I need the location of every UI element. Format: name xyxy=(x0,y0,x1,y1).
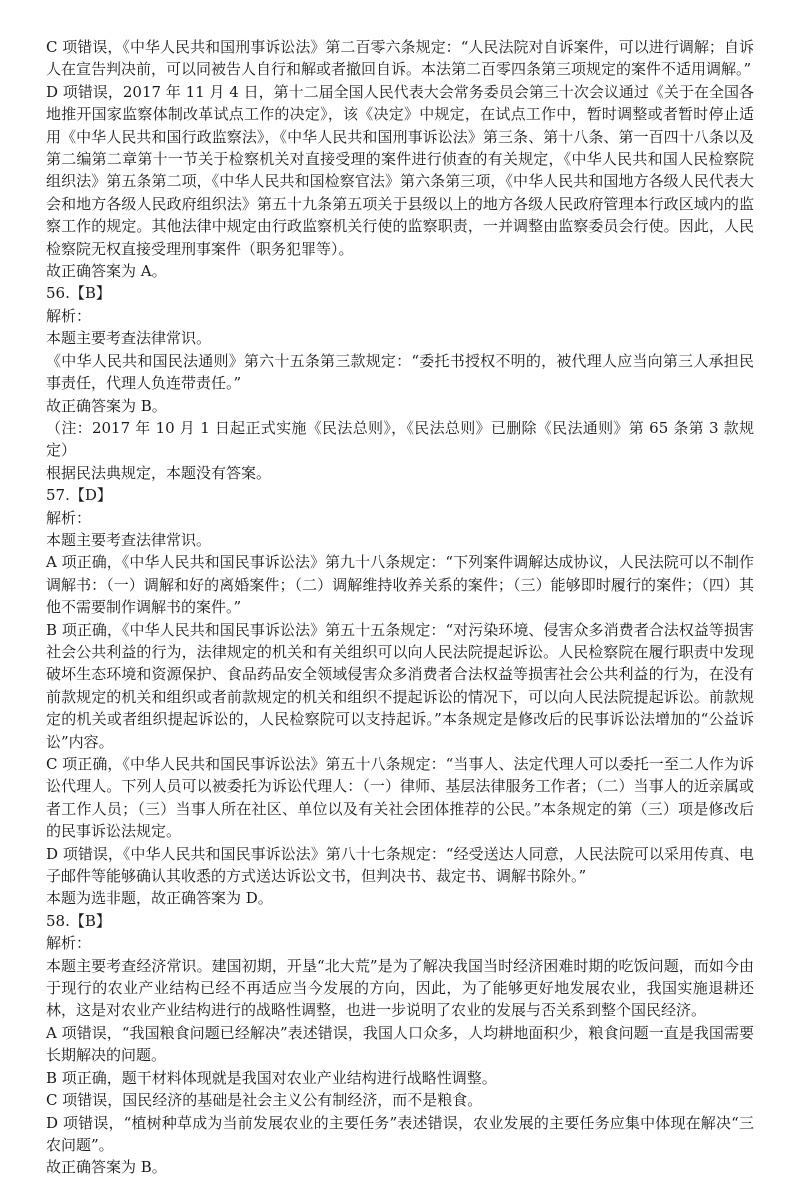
paragraph-c-option-criminal-procedure: C 项错误，《中华人民共和国刑事诉讼法》第二百零六条规定：“人民法院对自诉案件，可以进行调解；自诉人在宣告判决前，可以同被告人自行和解或者撤回自诉。本法第二百零四条第三项规定的案件不适用调解。” xyxy=(46,38,754,79)
answer-58: 故正确答案为 B。 xyxy=(46,1158,167,1177)
answer-57: 本题为选非题，故正确答案为 D。 xyxy=(46,889,273,908)
paragraph-c-option-58: C 项错误，国民经济的基础是社会主义公有制经济，而不是粮食。 xyxy=(46,1091,483,1110)
paragraph-a-option-57: A 项正确，《中华人民共和国民事诉讼法》第九十八条规定：“下列案件调解达成协议，人民法院可以不制作调解书：（一）调解和好的离婚案件；（二）调解维持收养关系的案件；（三）能够即时履行的案件；（四）其他不需要制作调解书的案件。” xyxy=(46,553,754,617)
topic-56: 本题主要考查法律常识。 xyxy=(46,329,212,348)
question-57-header: 57.【D】 xyxy=(46,486,112,505)
paragraph-d-option-57: D 项错误，《中华人民共和国民事诉讼法》第八十七条规定：“经受送达人同意，人民法院可以采用传真、电子邮件等能够确认其收悉的方式送达诉讼文书，但判决书、裁定书、调解书除外。” xyxy=(46,844,754,886)
answer-55: 故正确答案为 A。 xyxy=(46,262,167,281)
paragraph-c-option-57: C 项正确，《中华人民共和国民事诉讼法》第五十八条规定：“当事人、法定代理人可以委托一至二人作为诉讼代理人。下列人员可以被委托为诉讼代理人：（一）律师、基层法律服务工作者；（二）当事人的近亲属或者工作人员；（三）当事人所在社区、单位以及有关社会团体推荐的公民。”本条规定的第（三）项是修改后的民事诉讼法规定。 xyxy=(46,755,754,841)
paragraph-d-option-58: D 项错误，“植树种草成为当前发展农业的主要任务”表述错误，农业发展的主要任务应集中体现在解决“三农问题”。 xyxy=(46,1113,754,1154)
paragraph-a-option-58: A 项错误，“我国粮食问题已经解决”表述错误，我国人口众多，人均耕地面积少，粮食问题一直是我国需要长期解决的问题。 xyxy=(46,1023,754,1065)
paragraph-b-option-57: B 项正确，《中华人民共和国民事诉讼法》第五十五条规定：“对污染环境、侵害众多消费者合法权益等损害社会公共利益的行为，法律规定的机关和有关组织可以向人民法院提起诉讼。人民检察院在履行职责中发现破坏生态环境和资源保护、食品药品安全领域侵害众多消费者合法权益等损害社会公共利益的行为，在没有前款规定的机关和组织或者前款规定的机关和组织不提起诉讼的情况下，可以向人民法院提起诉讼。前款规定的机关或者组织提起诉讼的，人民检察院可以支持起诉。”本条规定是修改后的民事诉讼法增加的“公益诉讼”内容。 xyxy=(46,620,754,751)
analysis-label-56: 解析： xyxy=(46,306,92,325)
topic-58: 本题主要考查经济常识。建国初期，开垦“北大荒”是为了解决我国当时经济困难时期的吃饭问题，而如今由于现行的农业产业结构已经不再适应当今发展的方向，因此，为了能够更好地发展农业，我国实施退耕还林，这是对农业产业结构进行的战略性调整，也进一步说明了农业的发展与否关系到整个国民经济。 xyxy=(46,956,754,1020)
analysis-label-57: 解析： xyxy=(46,508,92,527)
answer-56: 故正确答案为 B。 xyxy=(46,396,167,415)
civil-code-note-56: 根据民法典规定，本题没有答案。 xyxy=(46,463,272,482)
paragraph-d-option-supervision: D 项错误，2017 年 11 月 4 日，第十二届全国人民代表大会常务委员会第三十次会议通过《关于在全国各地推开国家监察体制改革试点工作的决定》，该《决定》中规定，在试点工作中，暂时调整或者暂时停止适用《中华人民共和国行政监察法》，《中华人民共和国刑事诉讼法》第三条、第十八条、第一百四十八条以及第二编第二章第十一节关于检察机关对直接受理的案件进行侦查的有关规定，《中华人民共和国人民检察院组织法》第五条第二项，《中华人民共和国检察官法》第六条第三项，《中华人民共和国地方各级人民代表大会和地方各级人民政府组织法》第五十九条第五项关于县级以上的地方各级人民政府管理本行政区域内的监察工作的规定。其他法律中规定由行政监察机关行使的监察职责，一并调整由监察委员会行使。因此，人民检察院无权直接受理刑事案件（职务犯罪等）。 xyxy=(46,82,754,258)
paragraph-civil-law-general: 《中华人民共和国民法通则》第六十五条第三款规定：“委托书授权不明的，被代理人应当向第三人承担民事责任，代理人负连带责任。” xyxy=(46,351,754,393)
question-56-header: 56.【B】 xyxy=(46,284,111,303)
topic-57: 本题主要考查法律常识。 xyxy=(46,530,212,549)
analysis-label-58: 解析： xyxy=(46,934,92,953)
question-58-header: 58.【B】 xyxy=(46,911,111,930)
paragraph-b-option-58: B 项正确，题干材料体现就是我国对农业产业结构进行战略性调整。 xyxy=(46,1068,497,1087)
note-56: （注：2017 年 10 月 1 日起正式实施《民法总则》，《民法总则》已删除《民法通则》第 65 条第 3 款规定） xyxy=(46,418,754,460)
